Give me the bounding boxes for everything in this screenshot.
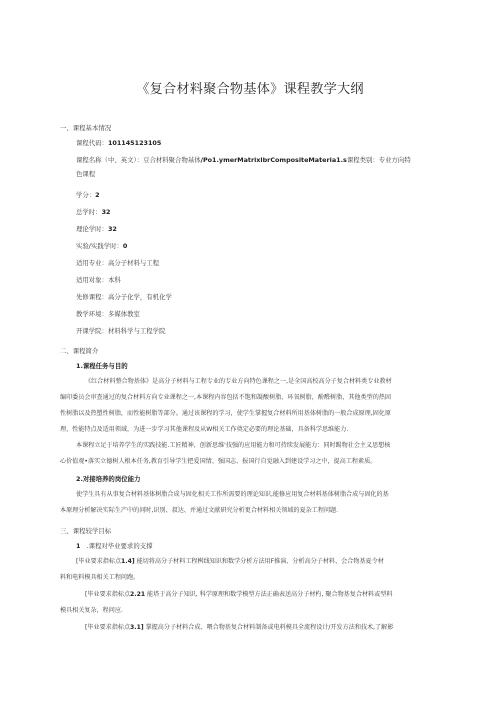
theory-hours-label: 理论学时： bbox=[76, 225, 108, 233]
theory-hours-value: 32 bbox=[107, 225, 117, 233]
course-code bbox=[76, 139, 161, 147]
paragraph1-line4: 理，性能特点及适用领域，为进一步学习其他课程及从W相关工作奠定必要的理论基础，具备科学思维能力. bbox=[60, 426, 349, 433]
total-hours-value: 32 bbox=[101, 208, 111, 216]
theory-hours bbox=[76, 225, 117, 233]
requirement1-index: 1.4] bbox=[121, 558, 135, 565]
requirement2-label: [毕业要求指标点 bbox=[85, 591, 131, 598]
course-name bbox=[76, 156, 411, 164]
course-name-english: /Po1.ymerMatrixlbrCompositeMateria1.s bbox=[200, 156, 347, 164]
requirement1-text: 能切将高分子材料工程桝线知识和数学分析方法用F推演、分析高分子材料、会合物基夏令材 bbox=[136, 558, 384, 565]
total-hours bbox=[76, 208, 110, 216]
requirement2-line2: 模具相关复杂，程问应. bbox=[60, 607, 123, 614]
requirement3-label: [毕业要求指标点 bbox=[85, 624, 131, 631]
document-title: 《复合材料聚合物基体》课程教学大纲 bbox=[136, 82, 364, 97]
credits-label: 学分： bbox=[76, 191, 96, 199]
requirement2-index: 2.21 bbox=[130, 591, 146, 598]
requirement2-text: 能塔于高分子知识, 科学原理和数学模型方法正确表送高分子材杓, 聚合物基复合材料或型料 bbox=[147, 591, 393, 598]
practice-hours-value: 0 bbox=[122, 242, 128, 250]
section3-sub1-number: 1 bbox=[76, 542, 81, 550]
requirement1-line1 bbox=[76, 558, 384, 566]
requirement2-line1 bbox=[85, 591, 392, 599]
requirement3-text: 掌握高分子材料合成、喂合物基复合材料制备或电料模具全流程设计/开发方法和技术,了解影 bbox=[145, 624, 394, 631]
applicable-major: 适用专业：高分子材料与工程 bbox=[76, 259, 160, 267]
practice-hours bbox=[76, 242, 127, 250]
course-code-label: 课程代码： bbox=[76, 139, 108, 147]
paragraph1-line2: 编印委员会审查通过的复合材料方向专业课程之一,本课程内容包括不饱和凝酸树脂，环氧树脂，酚醛树脂，其他类型的热固 bbox=[60, 394, 391, 401]
paragraph1-line3: 性树脂以及热塑性树脂，而性能树脂等部分。通过该课程的学习，使学生掌握复合材料所用基体树脂的一般合成原理,固化原 bbox=[60, 410, 391, 417]
section3-sub1-text: .课程对毕业要求的支撑 bbox=[86, 542, 153, 550]
section2-heading: 二、课程简介 bbox=[60, 347, 99, 355]
credits bbox=[76, 191, 100, 199]
applicable-students: 适用对象：本科 bbox=[76, 276, 121, 284]
section3-sub1 bbox=[76, 542, 153, 550]
requirement3-line1 bbox=[85, 624, 393, 632]
requirement1-line2: 料和电料模具相关工程问跑。 bbox=[60, 574, 140, 581]
prerequisites: 先修课程：高分子化学，有机化学 bbox=[76, 293, 172, 301]
requirement1-label: [毕业要求指标点 bbox=[76, 558, 122, 565]
paragraph2-line2: 心价值观•落实立德树人根本任务,教育引导学生把爱国情、强国志、报国行自觉融入到建设学习之中，提高工程素质。 bbox=[60, 458, 377, 465]
section2-sub2: 2.对接培养的岗位能力 bbox=[76, 475, 141, 483]
section2-sub1: 1.课程任务与目的 bbox=[76, 362, 128, 370]
paragraph3-line2: 本原理分析解决实际生产中的问时,识别、叔达、并通过文献研究分析更合材料相关领域的夏杂工程问题. bbox=[60, 507, 339, 514]
teaching-environment: 教学环境：多媒体教室 bbox=[76, 310, 140, 318]
paragraph1-line1: 《红合材料整合物基体》是高分子材料与工程专业的专业方向特色课程之一,是全国高校高分子复合材料类专业教材 bbox=[85, 378, 392, 385]
practice-hours-label: 实验/实践学时： bbox=[76, 242, 123, 250]
course-category: 课程类别：专业方向特 bbox=[346, 156, 411, 164]
paragraph2-line1: 本课程立足于培养学生的实践技能.工匠精神，创新思维'技强的应用能力和可持续发展能力：同时踢物社会主义思想核 bbox=[76, 442, 391, 449]
section3-heading: 三、课程较学目标 bbox=[60, 527, 112, 535]
credits-value: 2 bbox=[95, 191, 100, 199]
course-name-line2: 色课程 bbox=[76, 170, 96, 178]
requirement3-index: 3.1] bbox=[130, 624, 144, 631]
paragraph3-line1: 使学生具有从事复合材料基体树脂合成与固化相关工作所需要的理论知识,能修应用复合材料基体树脂合成与固化的基 bbox=[76, 491, 389, 498]
offering-college: 开课学院：材料科学与工程学院 bbox=[76, 327, 166, 335]
course-name-prefix: 课程名称（中、英文）：豆合材料聚合物基体 bbox=[76, 156, 201, 164]
course-code-value: 101145123105 bbox=[107, 139, 162, 147]
section1-heading: 一、课程基本情况 bbox=[60, 124, 112, 132]
total-hours-label: 总学时： bbox=[76, 208, 102, 216]
